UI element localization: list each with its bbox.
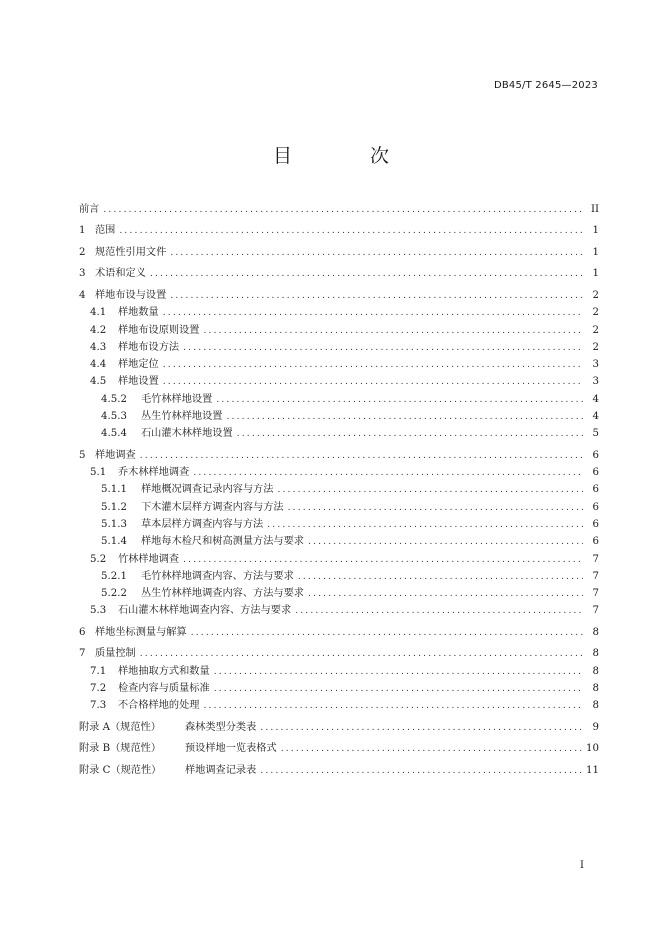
toc-entry-page: 7 [592, 588, 599, 600]
toc-entry-page: 8 [592, 665, 599, 677]
toc-entry-number: 附录 C（规范性） [79, 764, 162, 776]
toc-entry-label: 森林类型分类表 [185, 721, 257, 733]
toc-entry[interactable] [79, 372, 599, 389]
toc-entry-label: 乔木林样地调查 [118, 467, 190, 479]
toc-entry[interactable] [79, 390, 599, 407]
dot-leader [227, 412, 584, 422]
toc-entry-page: 6 [592, 449, 599, 461]
toc-entry-label: 样地数量 [118, 307, 159, 319]
toc-entry-number: 6 [79, 626, 86, 638]
toc-entry-page: 6 [592, 536, 599, 548]
toc-entry-label: 样地坐标测量与解算 [95, 626, 187, 638]
toc-entry-page: 3 [592, 376, 599, 388]
toc-entry-page: 6 [592, 518, 599, 530]
dot-leader [260, 766, 582, 776]
toc-entry-page: 6 [592, 484, 599, 496]
toc-entry-number: 4.5.3 [101, 411, 127, 423]
toc-entry-page: 1 [592, 268, 599, 280]
toc-entry[interactable] [79, 644, 599, 661]
toc-entry-number: 5.2 [90, 553, 107, 565]
toc-entry-page: 8 [592, 683, 599, 695]
toc-entry[interactable] [79, 200, 599, 217]
dot-leader [295, 606, 583, 616]
toc-entry-page: 8 [592, 626, 599, 638]
toc-entry[interactable] [79, 584, 599, 601]
toc-entry-page: 6 [592, 501, 599, 513]
toc-entry[interactable] [79, 338, 599, 355]
toc-entry-page: 3 [592, 359, 599, 371]
toc-entry-number: 7.2 [90, 683, 107, 695]
dot-leader [288, 503, 583, 513]
dot-leader [204, 701, 584, 711]
toc-entry-page: II [590, 204, 599, 215]
toc-entry-number: 1 [79, 225, 86, 237]
dot-leader [150, 269, 583, 279]
toc-entry-label: 下木灌木层样方调查内容与方法 [141, 501, 284, 513]
toc-entry-page: 8 [592, 700, 599, 712]
toc-entry-page: 8 [592, 648, 599, 660]
toc-entry[interactable] [79, 303, 599, 320]
dot-leader [267, 520, 583, 530]
toc-entry-label: 石山灌木林样地调查内容、方法与要求 [118, 605, 292, 617]
toc-entry-number: 7.1 [90, 665, 107, 677]
toc-entry-page: 2 [592, 307, 599, 319]
toc-entry[interactable] [79, 662, 599, 679]
dot-leader [183, 343, 583, 353]
toc-entry-number: 4.3 [90, 341, 107, 353]
toc-entry-number: 7.3 [90, 700, 107, 712]
toc-entry-number: 4.5 [90, 376, 107, 388]
dot-leader [163, 377, 583, 387]
dot-leader [308, 537, 583, 547]
toc-entry[interactable] [79, 321, 599, 338]
toc-entry[interactable] [79, 515, 599, 532]
toc-entry-number: 附录 A（规范性） [79, 721, 161, 733]
toc-entry-page: 9 [592, 721, 599, 733]
dot-leader [277, 485, 583, 495]
toc-entry-page: 5 [592, 428, 599, 440]
document-code: DB45/T 2645—2023 [493, 80, 598, 91]
toc-entry-number: 4.1 [90, 307, 107, 319]
dot-leader [163, 308, 583, 318]
toc-entry-page: 2 [592, 324, 599, 336]
toc-entry[interactable] [79, 498, 599, 515]
dot-leader [193, 468, 583, 478]
toc-entry-number: 4 [79, 289, 86, 301]
dot-leader [103, 205, 583, 215]
toc-entry-page: 2 [592, 341, 599, 353]
toc-entry-label: 规范性引用文件 [95, 246, 167, 258]
toc-entry-page: 7 [592, 605, 599, 617]
toc-entry[interactable] [79, 424, 599, 441]
toc-entry-number: 4.4 [90, 359, 107, 371]
toc-entry-number: 附录 B（规范性） [79, 743, 162, 755]
toc-entry-label: 质量控制 [95, 648, 136, 660]
toc-entry-number: 4.2 [90, 324, 107, 336]
toc-entry-number: 5.1.1 [101, 484, 127, 496]
dot-leader [163, 360, 583, 370]
toc-entry[interactable] [79, 567, 599, 584]
toc-entry-label: 样地每木检尺和树高测量方法与要求 [141, 536, 304, 548]
toc-entry-page: 4 [592, 411, 599, 423]
dot-leader [298, 572, 583, 582]
toc-entry-number: 4.5.4 [101, 428, 127, 440]
toc-entry[interactable] [79, 761, 599, 778]
toc-entry-number: 5.1.2 [101, 501, 127, 513]
toc-entry-label: 预设样地一览表格式 [185, 743, 277, 755]
toc-entry-number: 5.1.4 [101, 536, 127, 548]
toc-entry[interactable] [79, 623, 599, 640]
dot-leader [214, 667, 583, 677]
dot-leader [214, 684, 583, 694]
toc-entry-page: 10 [586, 743, 599, 755]
toc-entry-label: 样地概况调查记录内容与方法 [141, 484, 274, 496]
toc-entry-label: 丛生竹林样地调查内容、方法与要求 [141, 588, 304, 600]
toc-entry[interactable] [79, 601, 599, 618]
dot-leader [260, 723, 583, 733]
toc-entry-page: 7 [592, 553, 599, 565]
dot-leader [191, 628, 583, 638]
toc-entry-page: 6 [592, 467, 599, 479]
toc-entry[interactable] [79, 286, 599, 303]
toc-entry-label: 样地抽取方式和数量 [118, 665, 210, 677]
dot-leader [237, 429, 583, 439]
toc-entry-page: 2 [592, 289, 599, 301]
toc-entry-label: 丛生竹林样地设置 [141, 411, 223, 423]
toc-entry-label: 样地布设方法 [118, 341, 180, 353]
dot-leader [308, 589, 583, 599]
toc-entry-number: 7 [79, 648, 86, 660]
toc-entry[interactable] [79, 243, 599, 260]
page-title: 目 次 [272, 145, 426, 167]
toc-entry-label: 样地布设与设置 [95, 289, 167, 301]
toc-entry-label: 范围 [95, 225, 116, 237]
dot-leader [281, 744, 582, 754]
toc-entry-number: 5.1.3 [101, 518, 127, 530]
toc-entry[interactable] [79, 264, 599, 281]
toc-entry-number: 5.2.2 [101, 588, 127, 600]
toc-entry[interactable] [79, 532, 599, 549]
toc-entry-label: 竹林样地调查 [118, 553, 180, 565]
dot-leader [204, 326, 584, 336]
toc-entry-number: 4.5.2 [101, 393, 127, 405]
toc-entry[interactable] [79, 480, 599, 497]
toc-entry[interactable] [79, 696, 599, 713]
toc-entry-label: 不合格样地的处理 [118, 700, 200, 712]
dot-leader [170, 291, 583, 301]
toc-entry[interactable] [79, 739, 599, 756]
toc-entry-number: 5 [79, 449, 86, 461]
dot-leader [170, 248, 583, 258]
toc-entry-label: 样地调查记录表 [185, 764, 257, 776]
toc-entry-label: 毛竹林样地调查内容、方法与要求 [141, 570, 294, 582]
toc-entry-number: 2 [79, 246, 86, 258]
toc-entry-page: 1 [592, 225, 599, 237]
toc-entry-label: 检查内容与质量标准 [118, 683, 210, 695]
toc-entry-label: 石山灌木林样地设置 [141, 428, 233, 440]
toc-entry-number: 5.3 [90, 605, 107, 617]
dot-leader [183, 555, 583, 565]
toc-entry-number: 3 [79, 268, 86, 280]
toc-entry-label: 毛竹林样地设置 [141, 393, 213, 405]
toc-entry[interactable] [79, 221, 599, 238]
toc-entry-label: 前言 [79, 204, 100, 215]
toc-entry-number: 5.1 [90, 467, 107, 479]
toc-entry[interactable] [79, 407, 599, 424]
dot-leader [140, 451, 583, 461]
toc-entry-label: 样地设置 [118, 376, 159, 388]
toc-entry-label: 样地定位 [118, 359, 159, 371]
toc-entry-label: 术语和定义 [95, 268, 146, 280]
toc-entry-label: 草本层样方调查内容与方法 [141, 518, 264, 530]
toc-entry-page: 7 [592, 570, 599, 582]
toc-entry-page: 11 [586, 764, 599, 776]
dot-leader [119, 226, 583, 236]
toc-entry-label: 样地布设原则设置 [118, 324, 200, 336]
dot-leader [216, 395, 583, 405]
toc-entry[interactable] [79, 463, 599, 480]
page-number: I [580, 860, 584, 871]
toc-entry[interactable] [79, 718, 599, 735]
toc-entry-page: 4 [592, 393, 599, 405]
toc-entry-label: 样地调查 [95, 449, 136, 461]
toc-entry[interactable] [79, 355, 599, 372]
toc-entry[interactable] [79, 679, 599, 696]
table-of-contents [79, 200, 599, 778]
toc-entry[interactable] [79, 550, 599, 567]
dot-leader [140, 649, 583, 659]
toc-entry[interactable] [79, 446, 599, 463]
toc-entry-number: 5.2.1 [101, 570, 127, 582]
toc-entry-page: 1 [592, 246, 599, 258]
